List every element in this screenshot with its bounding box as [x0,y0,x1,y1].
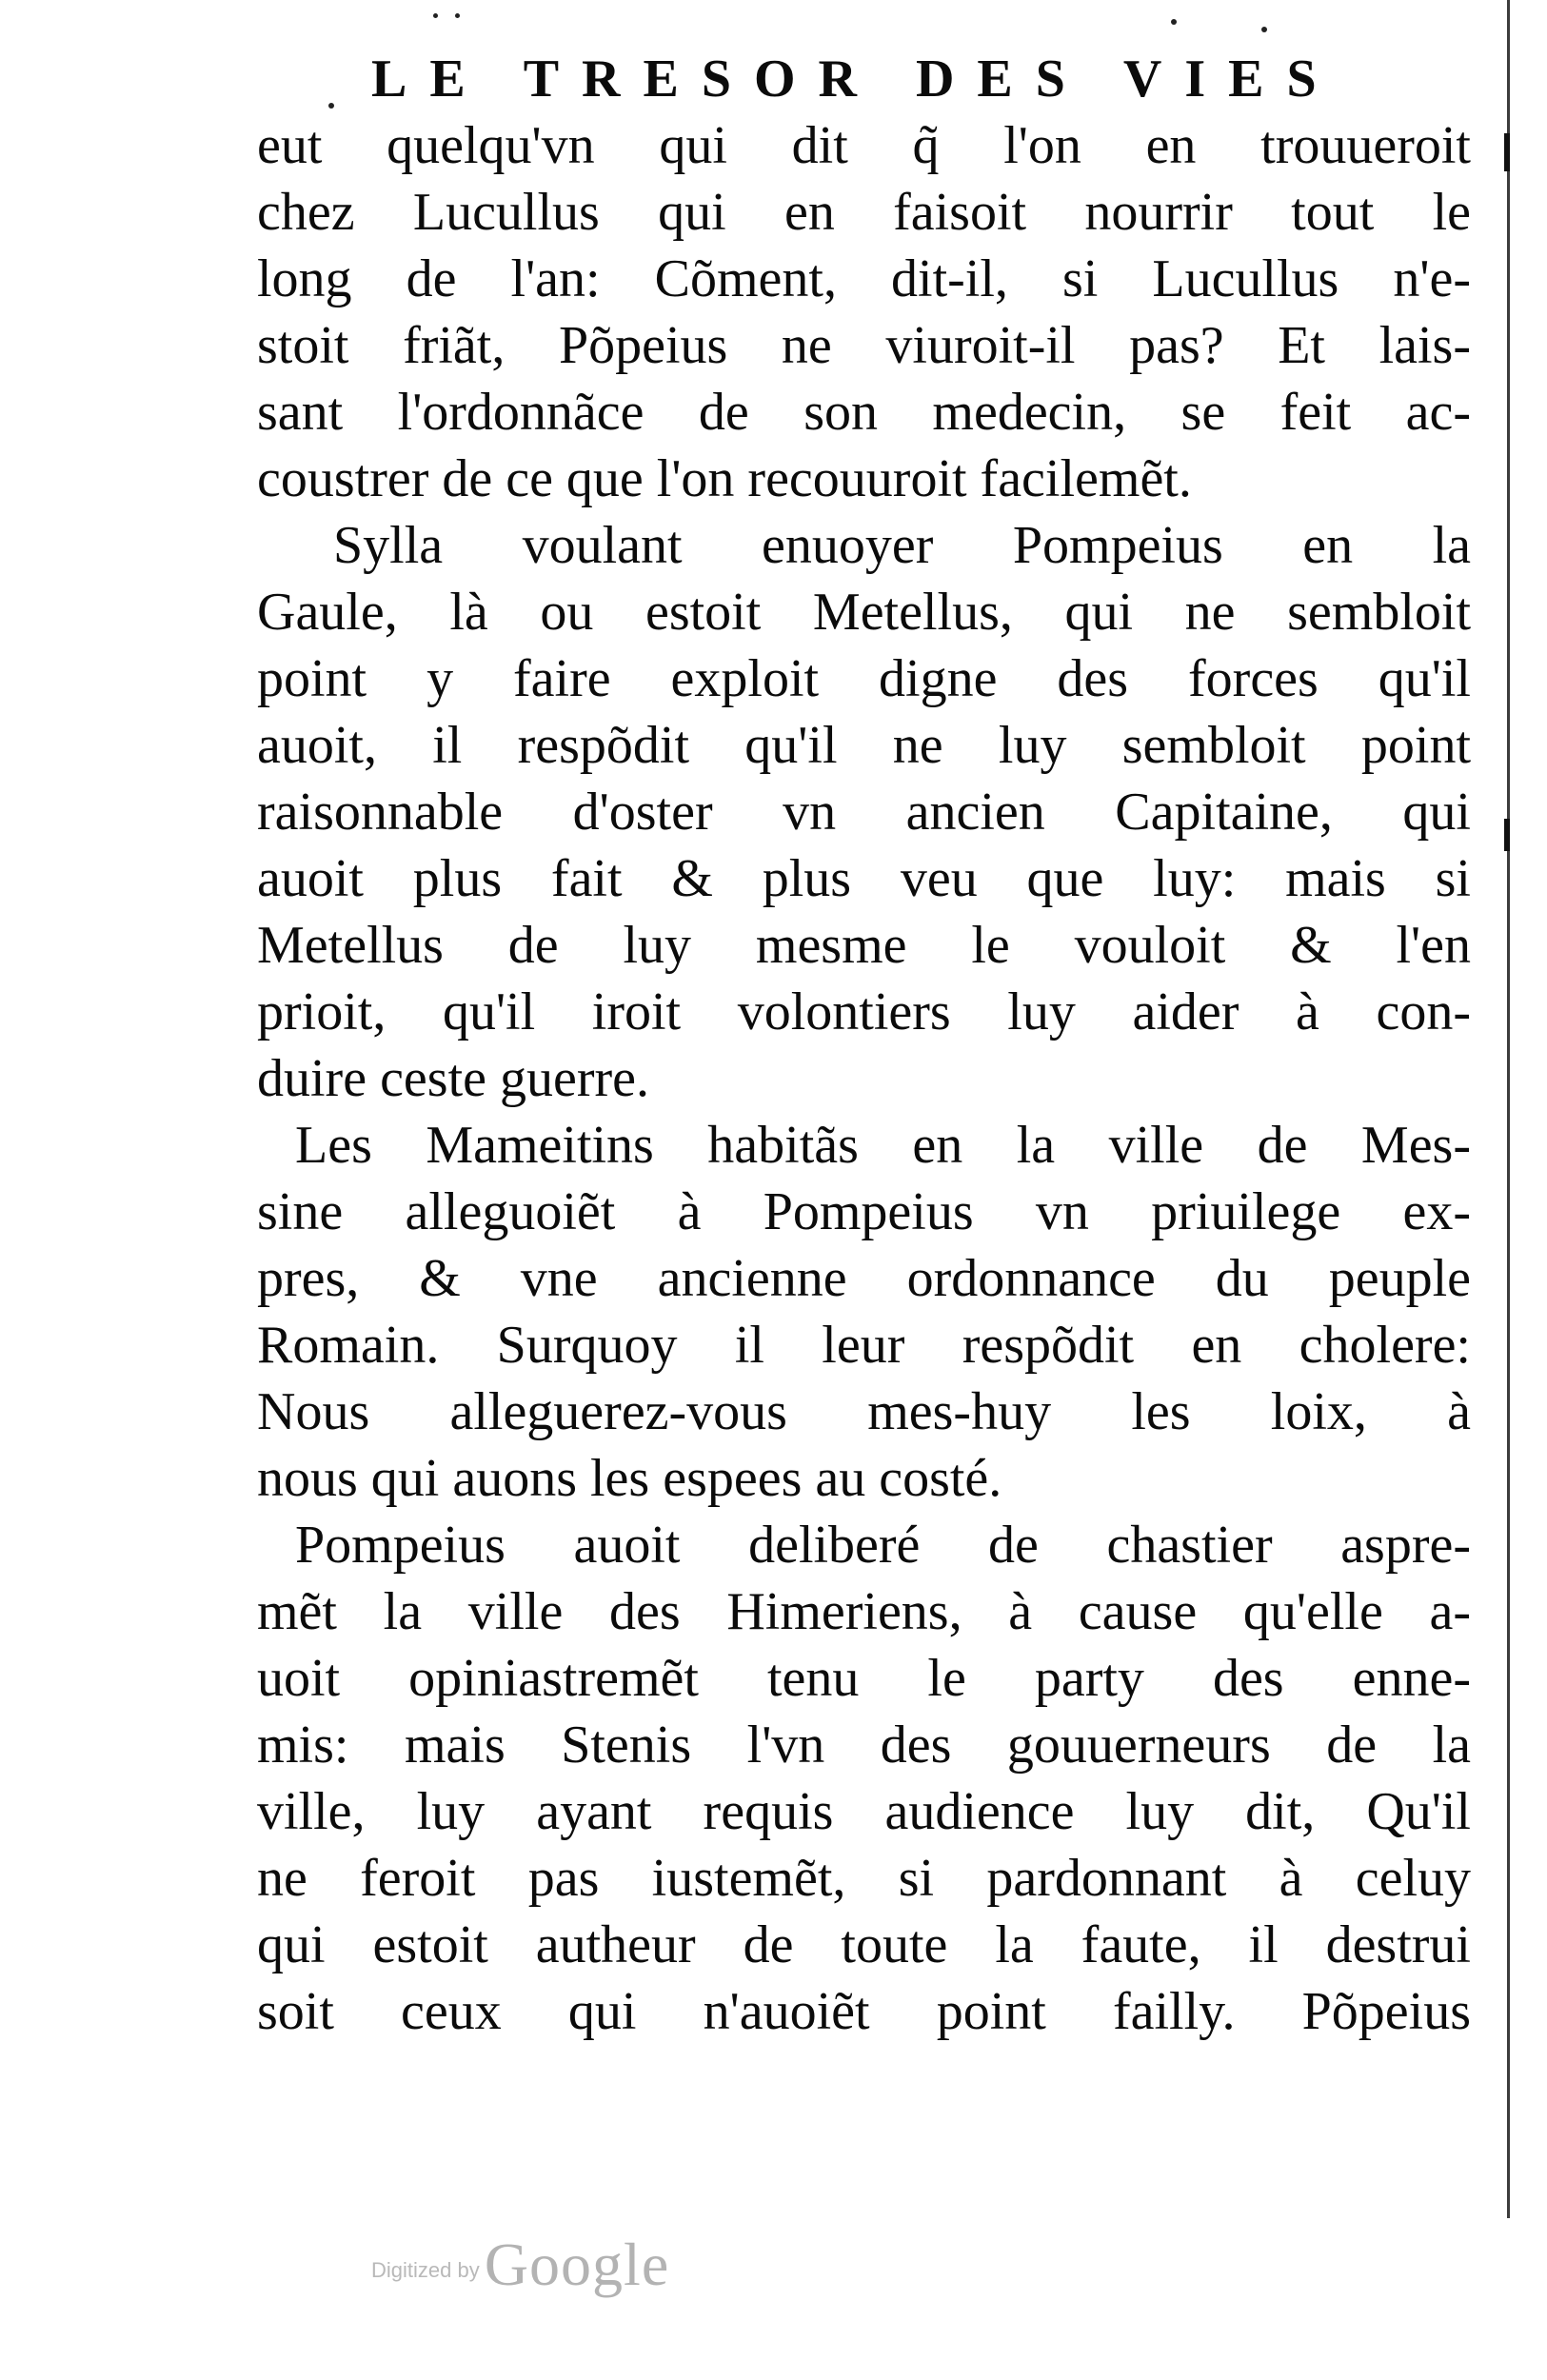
text-line: ville, luy ayant requis audience luy dit, Qu'il [257,1782,1471,1841]
print-speck [1171,19,1177,25]
body-text [257,112,1471,2045]
print-speck [433,13,438,18]
paragraph-3 [257,1112,1471,1512]
text-line: stoit friãt, Põpeius ne viuroit-il pas? Et lais- [257,316,1471,375]
text-line: raisonnable d'oster vn ancien Capitaine, qui [257,783,1471,842]
text-line: long de l'an: Cõment, dit-il, si Lucullus n'e- [257,249,1471,308]
text-line: Gaule, là ou estoit Metellus, qui ne sembloit [257,583,1471,642]
text-line: eut quelqu'vn qui dit q̃ l'on en trouueroit [257,116,1471,175]
paragraph-4 [257,1512,1471,2045]
paragraph-1 [257,112,1471,512]
text-line: chez Lucullus qui en faisoit nourrir tout le [257,183,1471,242]
text-line: Les Mameitins habitãs en la ville de Mes- [295,1116,1471,1175]
text-line: Sylla voulant enuoyer Pompeius en la [333,516,1471,575]
text-line: sine alleguoiẽt à Pompeius vn priuilege ex- [257,1182,1471,1241]
text-line: coustrer de ce que l'on recouuroit facilemẽt. [257,449,1192,508]
text-line: Nous alleguerez-vous mes-huy les loix, à [257,1382,1471,1441]
digitized-watermark [371,2230,669,2300]
page-edge-rule [1507,0,1510,2218]
text-line: sant l'ordonnãce de son medecin, se feit ac- [257,383,1471,442]
text-line: mẽt la ville des Himeriens, à cause qu'elle a- [257,1582,1471,1641]
text-line: auoit, il respõdit qu'il ne luy sembloit point [257,716,1471,775]
text-line: qui estoit autheur de toute la faute, il destrui [257,1915,1471,1974]
text-line: mis: mais Stenis l'vn des gouuerneurs de la [257,1716,1471,1775]
text-line: pres, & vne ancienne ordonnance du peuple [257,1249,1471,1308]
watermark-prefix: Digitized by [371,2258,480,2282]
text-line: uoit opiniastremẽt tenu le party des enne- [257,1649,1471,1708]
text-line: soit ceux qui n'auoiẽt point failly. Põpeius [257,1982,1471,2041]
paragraph-2 [257,512,1471,1112]
text-line: point y faire exploit digne des forces qu'il [257,649,1471,708]
print-speck [1261,27,1267,32]
text-line: prioit, qu'il iroit volontiers luy aider à con- [257,982,1471,1041]
text-line: auoit plus fait & plus veu que luy: mais si [257,849,1471,908]
text-line: Romain. Surquoy il leur respõdit en cholere: [257,1316,1471,1375]
text-line: Metellus de luy mesme le vouloit & l'en [257,916,1471,975]
running-head: LE TRESOR DES VIES [371,50,1339,109]
text-line: Pompeius auoit deliberé de chastier aspre- [295,1516,1471,1575]
page-edge-mark [1504,133,1510,171]
google-logo: Google [484,2231,670,2298]
text-line: nous qui auons les espees au costé. [257,1449,1002,1508]
print-speck [455,13,460,18]
page-edge-mark [1504,819,1510,851]
text-line: ne feroit pas iustemẽt, si pardonnant à celuy [257,1849,1471,1908]
text-line: duire ceste guerre. [257,1049,649,1108]
print-speck [328,103,334,109]
